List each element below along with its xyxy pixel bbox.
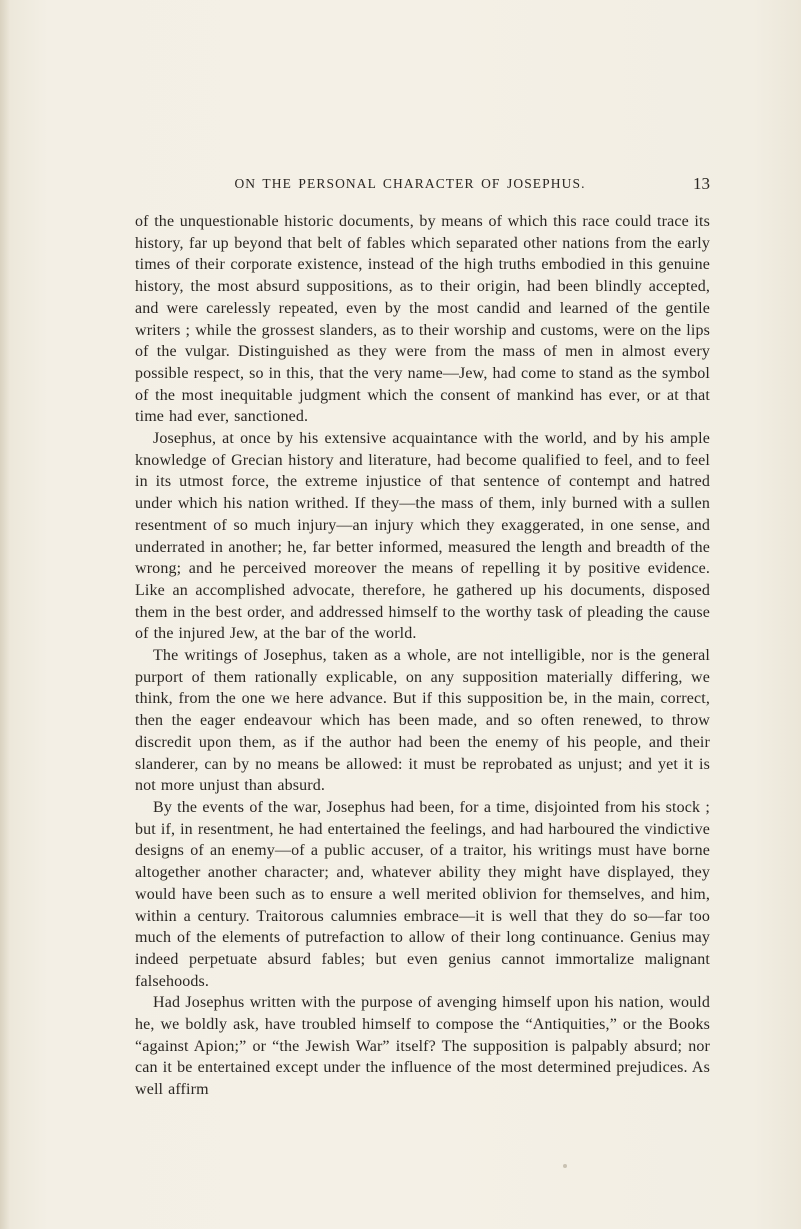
body-text	[135, 211, 710, 1101]
page-header	[150, 176, 710, 200]
paragraph-4: By the events of the war, Josephus had been, for a time, disjointed from his stock ; but if, in resentment, he had entertained the feelings, and had harboured the vindictive designs of an enemy—of a public accuser, of a traitor, his writings must have borne altogether another character; and, whatever ability they might have displayed, they would have been such as to ensure a well merited oblivion for themselves, and him, within a century. Traitorous calumnies embrace—it is well that they do so—far too much of the elements of putrefaction to allow of their long continuance. Genius may indeed perpetuate absurd fables; but even genius cannot immortalize malignant falsehoods.	[135, 798, 710, 990]
running-title: ON THE PERSONAL CHARACTER OF JOSEPHUS.	[234, 176, 586, 191]
paragraph-5: Had Josephus written with the purpose of avenging himself upon his nation, would he, we boldly ask, have troubled himself to compose the “Antiquities,” or the Books “against Apion;” or “the Jewish War” itself? The supposition is palpably absurd; nor can it be entertained except under the influence of the most determined prejudices. As well affirm	[135, 994, 710, 1099]
page-number: 13	[693, 174, 710, 193]
paper-speck	[563, 1164, 567, 1168]
paragraph-1: of the unquestionable historic documents, by means of which this race could trace its history, far up beyond that belt of fables which separated other nations from the early times of their corporate existence, instead of the high truths embodied in this genuine history, the most absurd suppositions, as to their origin, had been blindly accepted, and were carelessly repeated, even by the most candid and learned of the gentile writers ; while the grossest slanders, as to their worship and customs, were on the lips of the vulgar. Distinguished as they were from the mass of men in almost every possible respect, so in this, that the very name—Jew, had come to stand as the symbol of the most inequitable judgment which the consent of mankind has ever, or at that time had ever, sanctioned.	[135, 213, 710, 426]
paragraph-2: Josephus, at once by his extensive acquaintance with the world, and by his ample knowledge of Grecian history and literature, had become qualified to feel, and to feel in its utmost force, the extreme injustice of that sentence of contempt and hatred under which his nation writhed. If they—the mass of them, inly burned with a sullen resentment of so much injury—an injury which they exaggerated, in one sense, and underrated in another; he, far better informed, measured the length and breadth of the wrong; and he perceived moreover the means of repelling it by positive evidence. Like an accomplished advocate, therefore, he gathered up his documents, disposed them in the best order, and addressed himself to the worthy task of pleading the cause of the injured Jew, at the bar of the world.	[135, 430, 710, 643]
page-edge-shadow	[0, 0, 10, 1229]
paragraph-3: The writings of Josephus, taken as a whole, are not intelligible, nor is the general purport of them rationally explicable, on any supposition materially differing, we think, from the one we here advance. But if this supposition be, in the main, correct, then the eager endeavour which has been made, and so often renewed, to throw discredit upon them, as if the author had been the enemy of his people, and their slanderer, can by no means be allowed: it must be reprobated as unjust; and yet it is not more unjust than absurd.	[135, 647, 710, 795]
